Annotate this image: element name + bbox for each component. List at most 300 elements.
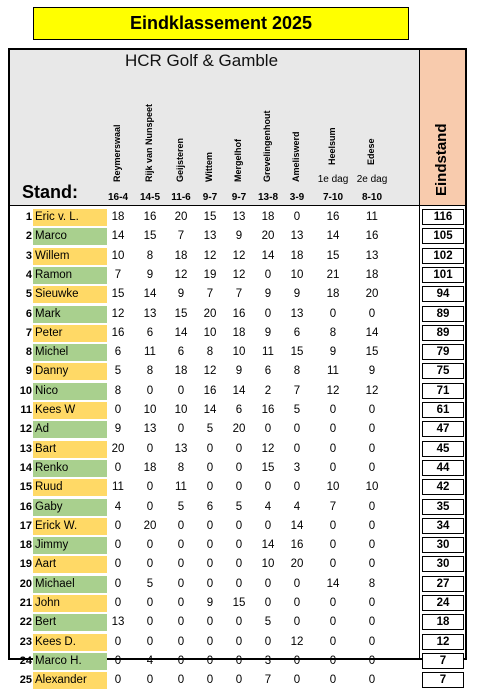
score-cell: 0 — [264, 268, 272, 281]
player-name: Renko — [33, 460, 107, 477]
player-name: Nico — [33, 383, 107, 400]
score-cell: 9 — [329, 346, 337, 359]
score-cell: 4 — [114, 500, 122, 513]
score-cell: 0 — [235, 616, 243, 629]
score-cell: 20 — [232, 423, 246, 436]
score-cell: 20 — [174, 211, 188, 223]
rank-number: 7 — [25, 326, 32, 339]
total-score: 79 — [422, 344, 464, 360]
score-cell: 7 — [114, 268, 122, 281]
score-cell: 21 — [326, 268, 340, 281]
score-cell: 11 — [262, 346, 274, 359]
player-name: Bert — [33, 614, 107, 631]
score-cell: 0 — [146, 500, 154, 513]
player-name: Kees W — [33, 402, 107, 419]
score-cell: 5 — [293, 404, 301, 416]
course-range: 9-7 — [202, 192, 218, 203]
table-row — [10, 478, 465, 497]
player-name: Alexander — [33, 672, 107, 689]
score-cell: 0 — [368, 674, 376, 687]
score-cell: 0 — [329, 558, 337, 571]
score-cell: 18 — [326, 288, 340, 301]
table-row — [10, 459, 465, 478]
score-cell: 0 — [114, 654, 122, 667]
score-cell: 0 — [368, 635, 376, 648]
course-range: 16-4 — [107, 192, 128, 203]
total-score: 7 — [422, 653, 464, 669]
course-name: Ameliswerd — [291, 131, 301, 182]
table-row — [10, 555, 465, 574]
score-cell: 6 — [293, 326, 301, 339]
score-cell: 15 — [365, 346, 379, 359]
score-cell: 13 — [232, 211, 246, 223]
score-cell: 0 — [146, 481, 154, 494]
course-range: 13-8 — [257, 192, 278, 203]
score-cell: 14 — [203, 404, 217, 416]
score-cell: 0 — [114, 558, 122, 571]
rank-number: 16 — [19, 500, 32, 513]
score-cell: 0 — [293, 654, 301, 667]
total-score: 105 — [422, 228, 464, 244]
score-cell: 0 — [264, 597, 272, 609]
score-cell: 0 — [206, 539, 214, 552]
score-cell: 6 — [235, 404, 243, 416]
score-cell: 0 — [264, 423, 272, 436]
player-name: Danny — [33, 363, 107, 380]
score-cell: 9 — [114, 423, 122, 436]
score-cell: 0 — [235, 481, 243, 494]
course-range: 14-5 — [139, 192, 160, 203]
score-cell: 20 — [143, 519, 157, 532]
table-row — [10, 594, 465, 613]
score-cell: 6 — [206, 500, 214, 513]
score-cell: 7 — [329, 500, 337, 513]
score-cell: 14 — [365, 326, 379, 339]
score-cell: 8 — [206, 346, 214, 359]
total-score: 94 — [422, 286, 464, 302]
score-cell: 8 — [293, 365, 301, 378]
score-cell: 0 — [264, 519, 272, 532]
rank-number: 3 — [25, 249, 32, 262]
score-cell: 14 — [261, 249, 275, 262]
score-cell: 3 — [293, 461, 301, 474]
score-cell: 12 — [232, 268, 246, 281]
rank-number: 13 — [19, 442, 32, 455]
score-cell: 9 — [264, 326, 272, 339]
course-name: Geijsteren — [175, 137, 185, 182]
score-cell: 0 — [114, 404, 122, 416]
course-range: 9-7 — [231, 192, 247, 203]
player-name: Bart — [33, 441, 107, 458]
score-cell: 0 — [368, 616, 376, 629]
rank-number: 1 — [25, 211, 32, 223]
course-name: Reymerswaal — [112, 124, 122, 182]
table-row — [10, 247, 465, 266]
score-cell: 0 — [146, 597, 154, 609]
table-row — [10, 208, 465, 227]
course-day: 2e dag — [356, 174, 388, 185]
score-cell: 9 — [177, 288, 185, 301]
rank-number: 12 — [19, 423, 32, 436]
table-row — [10, 382, 465, 401]
score-cell: 0 — [293, 597, 301, 609]
player-name: Gaby — [33, 499, 107, 516]
eindstand-label: Eindstand — [433, 123, 450, 196]
score-cell: 9 — [146, 268, 154, 281]
score-cell: 0 — [368, 423, 376, 436]
player-name: John — [33, 595, 107, 612]
total-score: 27 — [422, 576, 464, 592]
table-row — [10, 575, 465, 594]
score-cell: 18 — [174, 365, 188, 378]
player-name: Eric v. L. — [33, 209, 107, 226]
score-cell: 13 — [290, 230, 304, 243]
score-cell: 0 — [293, 211, 301, 223]
score-cell: 13 — [365, 249, 379, 262]
course-range: 8-10 — [361, 192, 382, 203]
score-cell: 0 — [235, 558, 243, 571]
score-cell: 18 — [174, 249, 188, 262]
total-score: 45 — [422, 441, 464, 457]
score-cell: 12 — [326, 384, 340, 397]
score-cell: 0 — [114, 674, 122, 687]
subtitle: HCR Golf & Gamble — [125, 51, 279, 70]
score-cell: 0 — [146, 674, 154, 687]
score-cell: 9 — [368, 365, 376, 378]
score-cell: 0 — [177, 558, 185, 571]
score-cell: 13 — [203, 230, 217, 243]
total-score: 30 — [422, 537, 464, 553]
score-cell: 16 — [326, 211, 340, 223]
score-cell: 0 — [368, 539, 376, 552]
score-cell: 16 — [203, 384, 217, 397]
score-cell: 8 — [329, 326, 337, 339]
score-cell: 0 — [177, 519, 185, 532]
score-cell: 0 — [235, 461, 243, 474]
score-cell: 0 — [329, 307, 337, 320]
score-cell: 20 — [111, 442, 125, 455]
total-score: 7 — [422, 672, 464, 688]
score-cell: 15 — [111, 288, 125, 301]
score-cell: 0 — [329, 519, 337, 532]
course-name: Rijk van Nunspeet — [144, 103, 154, 182]
table-row — [10, 517, 465, 536]
score-cell: 0 — [329, 616, 337, 629]
table-row — [10, 305, 465, 324]
score-cell: 0 — [206, 635, 214, 648]
score-cell: 5 — [264, 616, 272, 629]
player-name: Jimmy — [33, 537, 107, 554]
player-name: Ramon — [33, 267, 107, 284]
score-cell: 0 — [235, 519, 243, 532]
total-score: 47 — [422, 421, 464, 437]
score-cell: 0 — [114, 539, 122, 552]
score-cell: 0 — [329, 423, 337, 436]
rank-number: 15 — [19, 481, 32, 494]
score-cell: 6 — [264, 365, 272, 378]
score-cell: 0 — [235, 539, 243, 552]
total-score: 75 — [422, 363, 464, 379]
score-cell: 14 — [111, 230, 125, 243]
total-score: 71 — [422, 383, 464, 399]
score-cell: 0 — [235, 577, 243, 590]
score-cell: 0 — [293, 616, 301, 629]
score-cell: 10 — [143, 404, 157, 416]
score-cell: 0 — [235, 674, 243, 687]
score-cell: 0 — [264, 635, 272, 648]
header-divider — [10, 205, 465, 206]
score-cell: 15 — [232, 597, 246, 609]
score-cell: 0 — [235, 635, 243, 648]
score-cell: 5 — [114, 365, 122, 378]
score-cell: 15 — [174, 307, 188, 320]
score-cell: 12 — [203, 249, 217, 262]
score-cell: 7 — [177, 230, 185, 243]
score-cell: 0 — [206, 481, 214, 494]
score-cell: 0 — [146, 384, 154, 397]
score-cell: 7 — [264, 674, 272, 687]
score-cell: 0 — [329, 654, 337, 667]
score-cell: 0 — [368, 558, 376, 571]
score-cell: 11 — [112, 481, 124, 494]
score-cell: 0 — [146, 616, 154, 629]
score-cell: 4 — [293, 500, 301, 513]
score-cell: 8 — [114, 384, 122, 397]
score-cell: 12 — [111, 307, 125, 320]
score-cell: 5 — [235, 500, 243, 513]
rank-number: 23 — [19, 635, 32, 648]
player-name: Ruud — [33, 479, 107, 496]
score-cell: 0 — [264, 307, 272, 320]
score-cell: 0 — [293, 423, 301, 436]
score-cell: 15 — [326, 249, 340, 262]
player-name: Willem — [33, 248, 107, 265]
score-cell: 8 — [368, 577, 376, 590]
score-cell: 16 — [143, 211, 157, 223]
stand-label: Stand: — [22, 182, 78, 202]
course-range: 3-9 — [289, 192, 305, 203]
score-cell: 0 — [235, 442, 243, 455]
score-cell: 0 — [264, 481, 272, 494]
score-cell: 20 — [290, 558, 304, 571]
total-score: 101 — [422, 267, 464, 283]
score-cell: 14 — [326, 577, 340, 590]
score-cell: 12 — [174, 268, 188, 281]
score-cell: 0 — [368, 519, 376, 532]
score-cell: 9 — [235, 230, 243, 243]
score-cell: 6 — [177, 346, 185, 359]
score-cell: 0 — [329, 635, 337, 648]
table-row — [10, 285, 465, 304]
rank-number: 6 — [25, 307, 32, 320]
table-row — [10, 633, 465, 652]
score-cell: 0 — [329, 539, 337, 552]
score-cell: 0 — [146, 635, 154, 648]
score-cell: 19 — [203, 268, 217, 281]
rank-number: 19 — [19, 558, 32, 571]
score-cell: 11 — [144, 346, 156, 359]
course-range: 11-6 — [171, 192, 191, 203]
rank-number: 5 — [25, 288, 32, 301]
table-row — [10, 652, 465, 671]
score-cell: 13 — [290, 307, 304, 320]
score-cell: 4 — [264, 500, 272, 513]
score-cell: 7 — [235, 288, 243, 301]
score-cell: 11 — [366, 211, 378, 223]
score-cell: 12 — [203, 365, 217, 378]
score-cell: 16 — [232, 307, 246, 320]
score-cell: 0 — [177, 577, 185, 590]
course-name: Edese — [366, 138, 376, 165]
player-name: Marco H. — [33, 653, 107, 670]
player-name: Michael — [33, 576, 107, 593]
player-name: Peter — [33, 325, 107, 342]
score-cell: 0 — [206, 519, 214, 532]
score-cell: 10 — [365, 481, 379, 494]
table-row — [10, 362, 465, 381]
course-name: Mergelhof — [233, 138, 243, 182]
score-cell: 10 — [232, 346, 246, 359]
score-cell: 10 — [326, 481, 340, 494]
score-cell: 2 — [264, 384, 272, 397]
title-text: Eindklassement 2025 — [129, 13, 313, 33]
player-name: Sieuwke — [33, 286, 107, 303]
rank-number: 18 — [19, 539, 32, 552]
score-cell: 15 — [143, 230, 157, 243]
player-name: Marco — [33, 228, 107, 245]
rank-number: 17 — [19, 519, 32, 532]
score-cell: 18 — [261, 211, 275, 223]
total-score: 18 — [422, 614, 464, 630]
score-cell: 0 — [206, 577, 214, 590]
total-score: 116 — [422, 209, 464, 225]
total-score: 35 — [422, 499, 464, 515]
score-cell: 0 — [114, 577, 122, 590]
score-cell: 8 — [146, 365, 154, 378]
total-score: 102 — [422, 248, 464, 264]
rank-number: 25 — [19, 674, 32, 687]
score-cell: 13 — [143, 423, 157, 436]
score-cell: 14 — [261, 539, 275, 552]
score-cell: 5 — [177, 500, 185, 513]
score-cell: 5 — [206, 423, 214, 436]
score-cell: 15 — [261, 461, 275, 474]
score-cell: 16 — [111, 326, 125, 339]
score-cell: 6 — [114, 346, 122, 359]
score-cell: 0 — [329, 404, 337, 416]
score-cell: 9 — [206, 597, 214, 609]
score-cell: 18 — [290, 249, 304, 262]
table-row — [10, 498, 465, 517]
score-cell: 0 — [177, 674, 185, 687]
score-cell: 0 — [146, 558, 154, 571]
score-cell: 0 — [368, 597, 376, 609]
score-cell: 0 — [177, 384, 185, 397]
score-cell: 16 — [261, 404, 275, 416]
score-cell: 0 — [329, 597, 337, 609]
score-cell: 0 — [293, 577, 301, 590]
score-cell: 0 — [206, 558, 214, 571]
score-cell: 0 — [206, 616, 214, 629]
score-cell: 0 — [368, 654, 376, 667]
player-name: Ad — [33, 421, 107, 438]
score-cell: 6 — [146, 326, 154, 339]
table-row — [10, 401, 465, 420]
player-name: Aart — [33, 556, 107, 573]
player-name: Erick W. — [33, 518, 107, 535]
rank-number: 21 — [19, 597, 32, 609]
total-score: 89 — [422, 325, 464, 341]
score-cell: 3 — [264, 654, 272, 667]
total-score: 12 — [422, 634, 464, 650]
rank-number: 24 — [19, 654, 32, 667]
score-cell: 12 — [365, 384, 379, 397]
score-cell: 20 — [203, 307, 217, 320]
total-score: 24 — [422, 595, 464, 611]
score-cell: 0 — [368, 461, 376, 474]
score-cell: 10 — [290, 268, 304, 281]
score-cell: 18 — [111, 211, 125, 223]
total-score: 61 — [422, 402, 464, 418]
course-name: Heelsum — [327, 127, 337, 165]
score-cell: 7 — [206, 288, 214, 301]
score-cell: 0 — [293, 674, 301, 687]
course-name: Grevelingenhout — [262, 110, 272, 182]
score-cell: 14 — [143, 288, 157, 301]
table-row — [10, 266, 465, 285]
rank-number: 11 — [20, 404, 32, 416]
score-cell: 0 — [293, 442, 301, 455]
score-cell: 14 — [290, 519, 304, 532]
table-row — [10, 613, 465, 632]
score-cell: 11 — [175, 481, 187, 494]
score-cell: 12 — [261, 442, 275, 455]
player-name: Kees D. — [33, 634, 107, 651]
score-cell: 0 — [264, 577, 272, 590]
score-cell: 0 — [368, 500, 376, 513]
score-cell: 0 — [146, 539, 154, 552]
rank-number: 8 — [25, 346, 32, 359]
score-cell: 5 — [146, 577, 154, 590]
score-cell: 13 — [174, 442, 188, 455]
score-cell: 10 — [203, 326, 217, 339]
score-cell: 0 — [114, 461, 122, 474]
course-range: 7-10 — [322, 192, 343, 203]
score-cell: 0 — [206, 654, 214, 667]
rank-number: 20 — [19, 577, 32, 590]
score-cell: 0 — [206, 674, 214, 687]
score-cell: 0 — [146, 442, 154, 455]
rank-number: 2 — [25, 230, 32, 243]
score-cell: 0 — [177, 597, 185, 609]
total-score: 30 — [422, 556, 464, 572]
total-score: 89 — [422, 306, 464, 322]
score-cell: 10 — [111, 249, 125, 262]
table-row — [10, 671, 465, 690]
score-cell: 7 — [293, 384, 301, 397]
total-score: 42 — [422, 479, 464, 495]
score-cell: 10 — [174, 404, 188, 416]
score-cell: 0 — [368, 442, 376, 455]
score-cell: 0 — [293, 481, 301, 494]
player-name: Michel — [33, 344, 107, 361]
table-row — [10, 440, 465, 459]
score-cell: 9 — [235, 365, 243, 378]
score-cell: 0 — [368, 404, 376, 416]
score-cell: 0 — [177, 423, 185, 436]
score-cell: 12 — [232, 249, 246, 262]
score-cell: 0 — [329, 674, 337, 687]
